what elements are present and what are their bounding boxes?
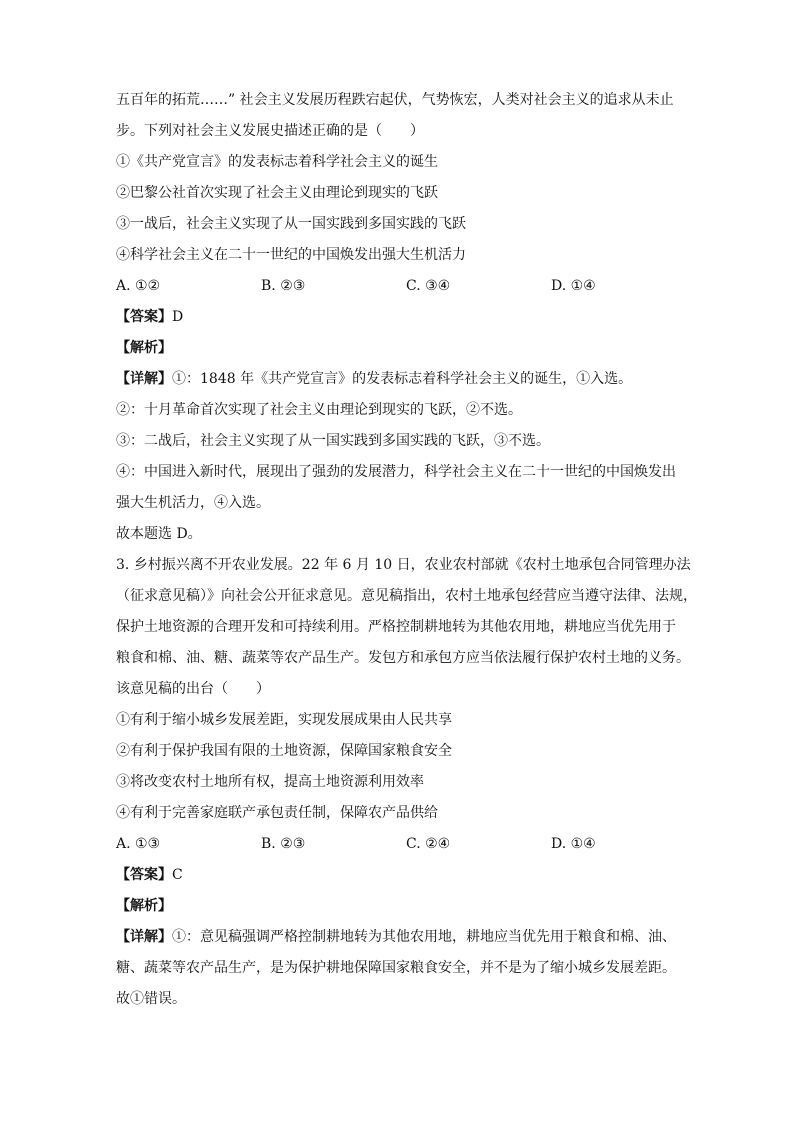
q2-stem-line-2: 步。下列对社会主义发展史描述正确的是（ ）: [116, 123, 424, 139]
q2-options: [116, 276, 696, 307]
q3-item-4: ④有利于完善家庭联产承包责任制，保障农产品供给: [116, 805, 438, 821]
q2-detail-text-1: ①：1848 年《共产党宣言》的发表标志着科学社会主义的诞生，①入选。: [172, 371, 633, 387]
q3-detail-text-1: ①：意见稿强调严格控制耕地转为其他农用地，耕地应当优先用于粮食和棉、油、: [172, 929, 676, 945]
q2-answer-value: D: [172, 309, 184, 325]
q2-detail-tag: 【详解】: [116, 371, 172, 387]
q3-detail-line-1: [116, 927, 696, 958]
q3-answer-tag: 【答案】: [116, 867, 172, 883]
q2-conclusion: 故本题选 D。: [116, 526, 202, 542]
q3-stem-line-5: 该意见稿的出台（ ）: [116, 681, 270, 697]
q2-detail-line-5: 强大生机活力，④入选。: [116, 495, 270, 511]
q2-stem-line-1: 五百年的拓荒……” 社会主义发展历程跌宕起伏，气势恢宏，人类对社会主义的追求从未止: [116, 92, 674, 108]
q3-answer: [116, 865, 696, 896]
q3-item-1: ①有利于缩小城乡发展差距，实现发展成果由人民共享: [116, 712, 452, 728]
q3-option-d: D. ①④: [551, 836, 596, 852]
q3-analysis: [116, 896, 696, 927]
q2-detail-line-2: ②：十月革命首次实现了社会主义由理论到现实的飞跃，②不选。: [116, 402, 522, 418]
q3-detail-line-3: 故①错误。: [116, 991, 186, 1007]
q3-stem-line-1: 3. 乡村振兴离不开农业发展。22 年 6 月 10 日，农业农村部就《农村土地承包合同管理办法: [116, 557, 691, 573]
q3-answer-value: C: [172, 867, 183, 883]
q2-item-4: ④科学社会主义在二十一世纪的中国焕发出强大生机活力: [116, 247, 466, 263]
q2-analysis-tag: 【解析】: [116, 340, 172, 356]
q2-analysis: [116, 338, 696, 369]
q3-stem-line-4: 粮食和棉、油、糖、蔬菜等农产品生产。发包方和承包方应当依法履行保护农村土地的义务。: [116, 650, 690, 666]
q2-option-d: D. ①④: [551, 278, 596, 294]
q3-option-c: C. ②④: [406, 836, 451, 852]
q3-item-3: ③将改变农村土地所有权，提高土地资源利用效率: [116, 774, 424, 790]
q3-stem-line-3: 保护土地资源的合理开发和可持续利用。严格控制耕地转为其他农用地，耕地应当优先用于: [116, 619, 676, 635]
document-page: [116, 90, 696, 1020]
q3-option-b: B. ②③: [261, 836, 306, 852]
q2-detail-line-3: ③：二战后，社会主义实现了从一国实践到多国实践的飞跃，③不选。: [116, 433, 550, 449]
q3-stem-line-2: （征求意见稿）》向社会公开征求意见。意见稿指出，农村土地承包经营应当遵守法律、法规，: [116, 588, 697, 604]
q2-answer-tag: 【答案】: [116, 309, 172, 325]
q2-detail-line-4: ④：中国进入新时代，展现出了强劲的发展潜力，科学社会主义在二十一世纪的中国焕发出: [116, 464, 676, 480]
q2-item-2: ②巴黎公社首次实现了社会主义由理论到现实的飞跃: [116, 185, 438, 201]
q2-option-c: C. ③④: [406, 278, 451, 294]
q3-detail-tag: 【详解】: [116, 929, 172, 945]
q3-options: [116, 834, 696, 865]
q2-item-1: ①《共产党宣言》的发表标志着科学社会主义的诞生: [116, 154, 438, 170]
q2-option-b: B. ②③: [261, 278, 306, 294]
q2-answer: [116, 307, 696, 338]
q2-option-a: A. ①②: [116, 278, 161, 294]
q2-item-3: ③一战后，社会主义实现了从一国实践到多国实践的飞跃: [116, 216, 466, 232]
q3-option-a: A. ①③: [116, 836, 161, 852]
q3-detail-line-2: 糖、蔬菜等农产品生产，是为保护耕地保障国家粮食安全，并不是为了缩小城乡发展差距。: [116, 960, 676, 976]
q3-analysis-tag: 【解析】: [116, 898, 172, 914]
q3-item-2: ②有利于保护我国有限的土地资源，保障国家粮食安全: [116, 743, 452, 759]
q2-detail-line-1: [116, 369, 696, 400]
